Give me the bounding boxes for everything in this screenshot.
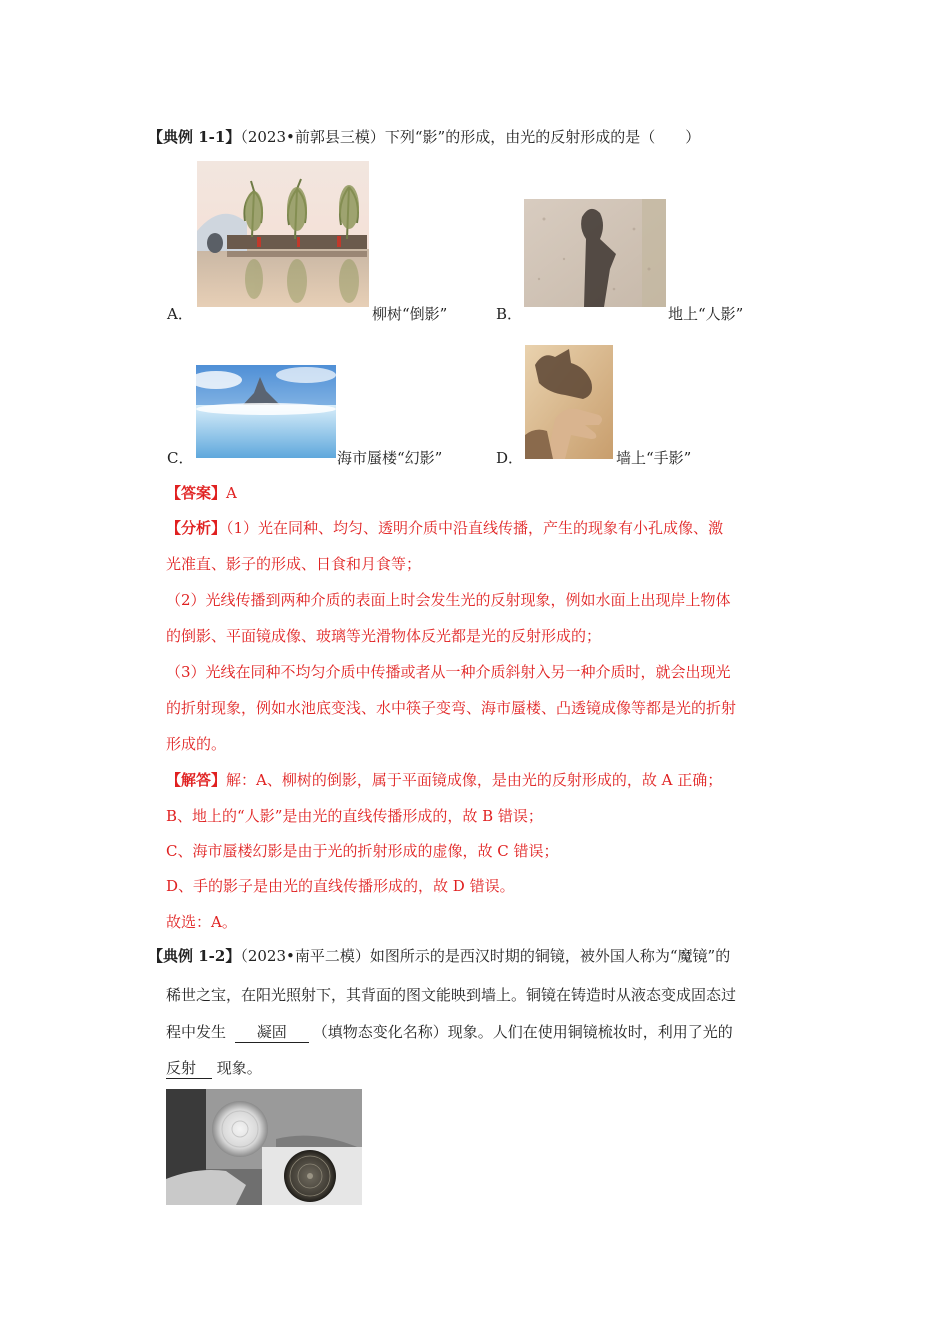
q2-tag: 【典例 1-2】 bbox=[148, 947, 241, 965]
solution-line-2: B、地上的“人影”是由光的直线传播形成的，故 B 错误； bbox=[166, 807, 543, 825]
q2-line-1 bbox=[148, 946, 730, 966]
q2-text-4: 现象。 bbox=[216, 1059, 262, 1077]
analysis-line-4: 的倒影、平面镜成像、玻璃等光滑物体反光都是光的反射形成的； bbox=[166, 627, 602, 645]
analysis-line-1 bbox=[166, 518, 723, 538]
q2-line-2: 稀世之宝，在阳光照射下，其背面的图文能映到墙上。铜镜在铸造时从液态变成固态过 bbox=[166, 986, 737, 1004]
option-c-text: 海市蜃楼“幻影” bbox=[337, 449, 443, 467]
analysis-line-3: （2）光线传播到两种介质的表面上时会发生光的反射现象，例如水面上出现岸上物体 bbox=[166, 591, 731, 609]
q2-text-3b: （填物态变化名称）现象。人们在使用铜镜梳妆时，利用了光的 bbox=[312, 1023, 733, 1041]
option-b bbox=[496, 304, 522, 324]
bronze-mirror-image bbox=[166, 1089, 362, 1205]
analysis-line-2: 光准直、影子的形成、日食和月食等； bbox=[166, 555, 422, 573]
solution-line-4: D、手的影子是由光的直线传播形成的，故 D 错误。 bbox=[166, 877, 515, 895]
q1-answer-line bbox=[166, 483, 237, 503]
analysis-line-5: （3）光线在同种不均匀介质中传播或者从一种介质斜射入另一种介质时，就会出现光 bbox=[166, 663, 731, 681]
option-b-image bbox=[524, 199, 666, 307]
analysis-line-7: 形成的。 bbox=[166, 735, 227, 753]
blank-answer-1: 凝固 bbox=[235, 1022, 309, 1043]
q2-line-4 bbox=[166, 1058, 262, 1079]
q1-tag: 【典例 1-1】 bbox=[148, 128, 241, 146]
option-b-letter: B． bbox=[496, 305, 523, 323]
q2-line-3 bbox=[166, 1022, 733, 1043]
option-a-letter: A． bbox=[167, 305, 193, 323]
q2-text-1: （2023•南平二模）如图所示的是西汉时期的铜镜，被外国人称为“魔镜”的 bbox=[240, 947, 731, 965]
q2-text-3a: 程中发生 bbox=[166, 1023, 227, 1041]
option-c-image bbox=[196, 365, 336, 458]
answer-tag: 【答案】 bbox=[166, 484, 227, 502]
option-a-text: 柳树“倒影” bbox=[372, 305, 448, 323]
solution-line-5: 故选：A。 bbox=[166, 913, 237, 931]
option-c-letter: C． bbox=[167, 449, 194, 467]
option-c bbox=[167, 448, 193, 468]
solution-tag: 【解答】 bbox=[166, 771, 227, 789]
solution-line-3: C、海市蜃楼幻影是由于光的折射形成的虚像，故 C 错误； bbox=[166, 842, 559, 860]
analysis-line-6: 的折射现象，例如水池底变浅、水中筷子变弯、海市蜃楼、凸透镜成像等都是光的折射 bbox=[166, 699, 737, 717]
option-d bbox=[496, 448, 523, 468]
solution-text-1: 解：A、柳树的倒影，属于平面镜成像，是由光的反射形成的，故 A 正确； bbox=[226, 771, 723, 789]
blank-answer-2: 反射 bbox=[166, 1058, 212, 1079]
analysis-text-1: （1）光在同种、均匀、透明介质中沿直线传播，产生的现象有小孔成像、激 bbox=[226, 519, 724, 537]
q1-stem-line bbox=[148, 127, 700, 147]
analysis-tag: 【分析】 bbox=[166, 519, 227, 537]
option-b-text: 地上“人影” bbox=[668, 305, 744, 323]
option-a bbox=[167, 304, 193, 324]
option-a-image bbox=[197, 161, 369, 307]
option-d-letter: D． bbox=[496, 449, 524, 467]
answer-value: A bbox=[226, 484, 237, 502]
option-d-image bbox=[525, 345, 613, 459]
solution-line-1 bbox=[166, 770, 722, 790]
q1-stem: （2023•前郭县三模）下列“影”的形成，由光的反射形成的是（ ） bbox=[240, 128, 701, 146]
option-d-text: 墙上“手影” bbox=[616, 449, 692, 467]
